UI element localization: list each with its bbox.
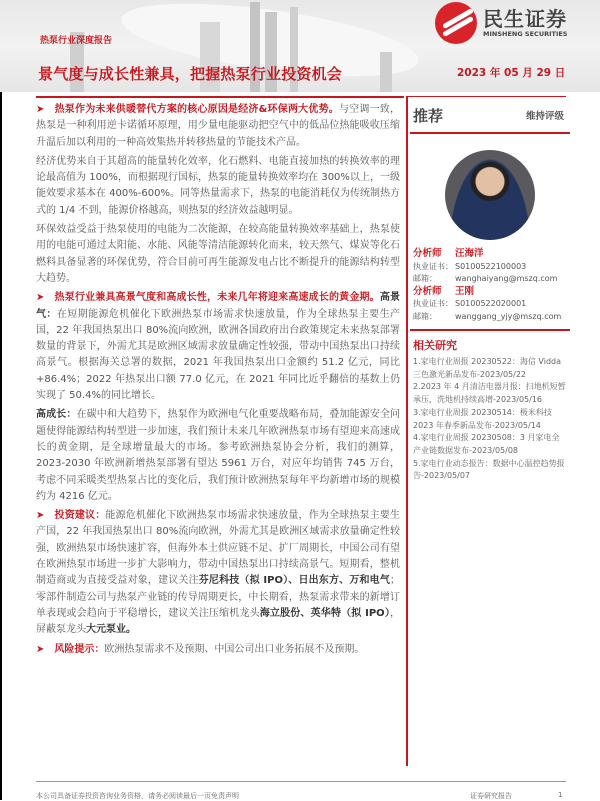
page-edge <box>0 0 2 800</box>
rating-box <box>410 98 570 134</box>
related-item[interactable]: 2.2023 年 4 月清洁电器月报：扫地机短暂承压，洗地机持续高增-2023/05/16 <box>413 382 566 405</box>
report-summary <box>36 102 400 661</box>
related-item[interactable]: 5.家电行业动态报告：数据中心温控趋势报告-2023/05/07 <box>413 458 565 481</box>
analyst-email[interactable]: wanghaiyang@mszq.com <box>455 274 558 283</box>
footer-disclaimer: 本公司具备证券投资咨询业务资格，请务必阅读最后一页免责声明 <box>36 792 239 800</box>
bullet-icon: ➤ <box>36 292 45 304</box>
related-item[interactable]: 3.家电行业周报 20230514：极米科技 2023 年春季新品发布-2023/05/14 <box>413 407 552 430</box>
rating-title: 推荐 <box>413 106 444 125</box>
logo-icon <box>435 2 477 44</box>
bullet-icon: ➤ <box>36 643 45 655</box>
page-number: 1 <box>558 791 563 799</box>
report-category: 热泵行业深度报告 <box>40 36 113 46</box>
rating-status: 维持评级 <box>525 111 564 122</box>
report-date: 2023 年 05 月 29 日 <box>457 67 566 79</box>
point-risk: ➤ 风险提示：欧洲热泵需求不及预期、中国公司出口业务拓展不及预期。 <box>36 643 365 655</box>
related-item[interactable]: 1.家电行业周报 20230522：海信 Vidda 三色激光新品发布-2023/05/22 <box>413 357 562 379</box>
related-research-title: 相关研究 <box>413 339 457 352</box>
bullet-icon: ➤ <box>36 104 45 115</box>
paragraph-growth: 高成长：在碳中和大趋势下，热泵作为欧洲电气化重要战略布局，叠加能源安全问题使得能源结构转型进一步加速，我们预计未来几年欧洲热泵市场有望迎来高速成长的黄金期，是全球增量最大的市场。参考欧洲热泵协会分析，我们的测算，2023-2030 年欧洲新增热泵部署有望达 5961 万台，对应年均销售 745 万台，考虑不同采暖类型热泵占比的变化后，我们预计欧洲热泵每年平均新增市场的规模约为 4216 亿元。 <box>36 409 401 502</box>
bullet-icon: ➤ <box>36 510 45 522</box>
footer-divider <box>36 781 566 782</box>
analyst-1: 分析师 汪海洋 执业证书： S0100522100003 邮箱： wanghaiyang@mszq.com <box>413 248 570 286</box>
header-divider <box>36 96 404 98</box>
column-divider <box>406 96 408 766</box>
related-research <box>410 329 570 483</box>
analyst-email[interactable]: wanggang_yjy@mszq.com <box>455 311 562 321</box>
company-logo <box>435 2 568 44</box>
footer-report-type: 证券研究报告 <box>470 792 512 800</box>
point-investment: ➤ 投资建议：能源危机催化下欧洲热泵市场需求快速放量，作为全球热泵主要生产国，22 年我国热泵出口 80%流向欧洲，外需尤其是欧洲区域需求放量确定性较强，欧洲热泵市场快速扩容，但海外本土供应链不足、扩厂周期长，中国公司有望在欧洲热泵市场进一步扩大影响力，带动中国热泵出口持续高景气。短期看，整机制造商或为直接受益对象，建议关注芬尼科技（拟 IPO）、日出东方、万和电气；零部件制造公司与热泵产业链的传导周期更长，中长期看，热泵需求带来的新增订单表现或会趋向于平稳增长，建议关注压缩机龙头海立股份、英华特（拟 IPO），屏蔽泵龙头大元泵业。 <box>36 510 401 636</box>
logo-cn: 民生证券 <box>483 6 567 31</box>
paragraph-economy: 经济优势来自于其超高的能量转化效率，化石燃料、电能直接加热的转换效率的理论最高值为 100%，而根据现行国标，热泵的能量转换效率均在 300%以上，一级能效要求基本在 400%-600%。同等热量需求下，热泵的电能消耗仅为传统制热方式的 1/4 不到，能源价格越高，则热泵的经济效益越明显。 <box>36 155 400 216</box>
banner-building <box>380 52 392 92</box>
analyst-photo <box>445 150 535 240</box>
related-item[interactable]: 4.家电行业周报 20230508：3 月家电全产业链数据发布-2023/05/08 <box>413 433 560 455</box>
paragraph-environment: 环保效益受益于热泵使用的电能为二次能源，在较高能量转换效率基础上，热泵使用的电能可通过太阳能、水能、风能等清洁能源转化而来，较天然气、煤炭等化石燃料具备显著的环保优势，符合目前可再生能源发电占比不断提升的能源结构转型大趋势。 <box>36 224 400 284</box>
point-1: ➤ 热泵作为未来供暖替代方案的核心原因是经济&环保两大优势。与空调一致，热泵是一种利用逆卡诺循环原理，用少量电能驱动把空气中的低品位热能吸收压缩升温后加以利用的一种高效集热并转移热量的节能技术产品。 <box>36 104 400 148</box>
analyst-list <box>410 248 570 323</box>
logo-en: MINSHENG SECURITIES <box>483 29 568 38</box>
sidebar <box>410 98 570 483</box>
analyst-2: 分析师 王刚 执业证书： S0100522020001 邮箱： wanggang_yjy@mszq.com <box>413 286 570 324</box>
report-title: 景气度与成长性兼具，把握热泵行业投资机会 <box>38 65 343 83</box>
header-divider-right <box>408 96 566 97</box>
point-2: ➤ 热泵行业兼具高景气度和高成长性，未来几年将迎来高速成长的黄金期。高景气：在短期能源危机催化下欧洲热泵市场需求快速放量，作为全球热泵主要生产国，22 年我国热泵出口 80%流向欧洲，欧洲各国政府出台政策规定未来热泵部署数量的背景下，外需尤其是欧洲区域需求放量确定性较强，带动中国热泵出口持续高景气。根据海关总署的数据，2021 年我国热泵出口金额约 51.2 亿元，同比+86.4%；2022 年热泵出口额 77.0 亿元，在 2021 年同比近乎翻倍的基数上仍实现了 50.4%的同比增长。 <box>36 292 401 402</box>
